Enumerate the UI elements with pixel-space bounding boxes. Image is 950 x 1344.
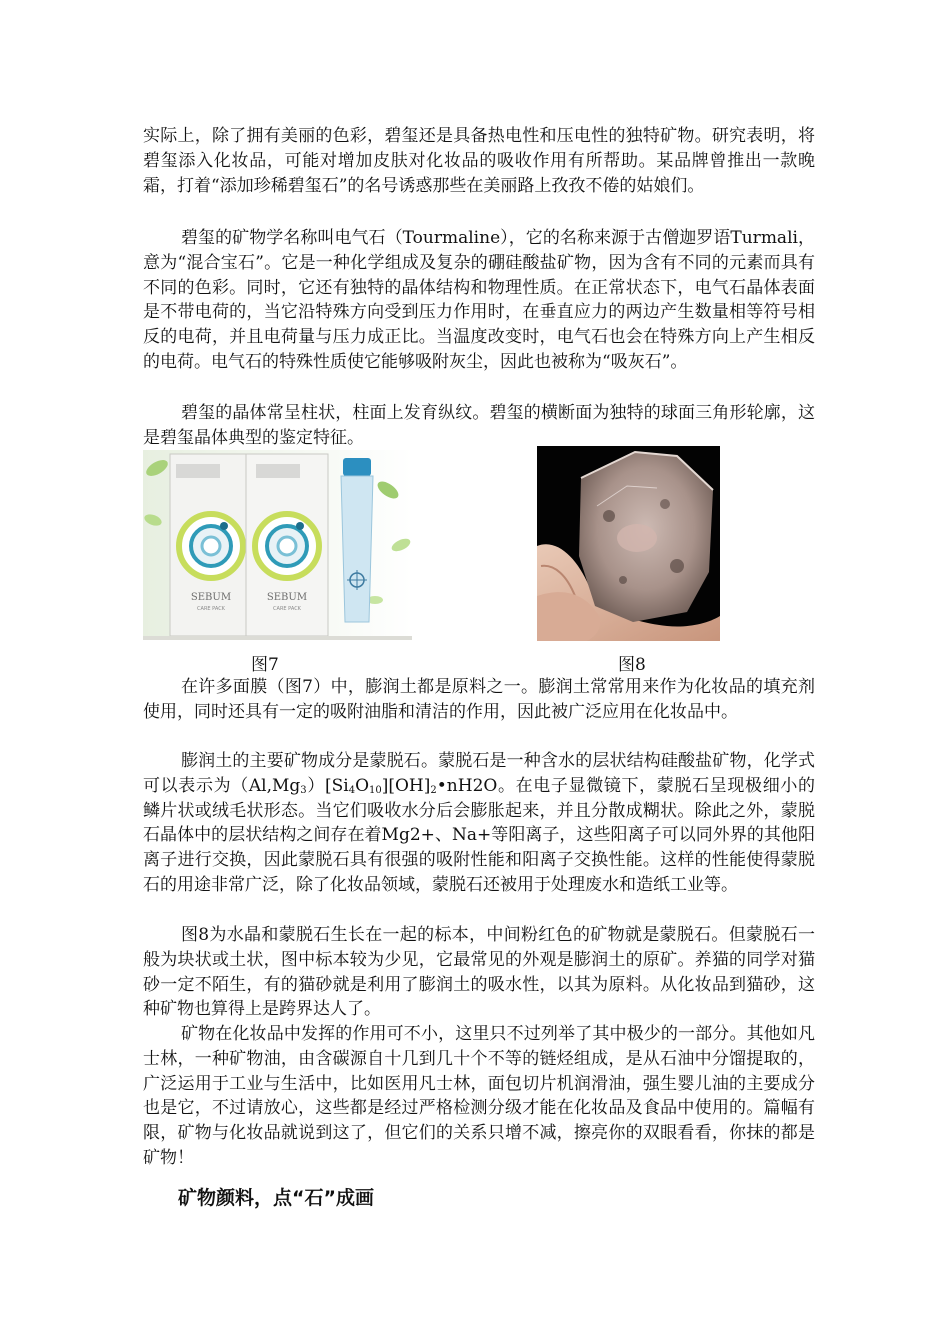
paragraph-tourmaline-properties: 碧玺的矿物学名称叫电气石（Tourmaline），它的名称来源于古僧迦罗语Turmali，意为“混合宝石”。它是一种化学组成及复杂的硼硅酸盐矿物，因为含有不同的元素而具有不同的色彩。同时，它还有独特的晶体结构和物理性质。在正常状态下，电气石晶体表面是不带电荷的，当它沿特殊方向受到压力作用时，在垂直应力的两边产生数量相等符号相反的电荷，并且电荷量与压力成正比。当温度改变时，电气石也会在特殊方向上产生相反的电荷。电气石的特殊性质使它能够吸附灰尘，因此也被称为“吸灰石”。: [143, 228, 815, 372]
face-mask-product-illustration: [143, 450, 412, 640]
paragraph-montmorillonite-text-1: 膨润土的主要矿物成分是蒙脱石。蒙脱石是一种含水的层状结构硅酸盐矿物，化学式可以表示为（Al,Mg: [143, 751, 815, 796]
pack-1-label-line-2: CARE PACK: [197, 606, 225, 612]
pack-2-label-line-2: CARE PACK: [273, 606, 301, 612]
figure-8-caption: 图8: [618, 655, 646, 675]
formula-subscript: 4: [348, 784, 356, 796]
paragraph-montmorillonite-text-2: ）[Si: [306, 775, 349, 796]
paragraph-montmorillonite-text-3: O: [355, 775, 369, 796]
paragraph-vaseline-conclusion: 矿物在化妆品中发挥的作用可不小，这里只不过列举了其中极少的一部分。其他如凡士林，一种矿物油，由含碳源自十几到几十个不等的链烃组成，是从石油中分馏提取的，广泛运用于工业与生活中，比如医用凡士林，面包切片机润滑油，强生婴儿油的主要成分也是它，不过请放心，这些都是经过严格检测分级才能在化妆品及食品中使用的。篇幅有限，矿物与化妆品就说到这了，但它们的关系只增不减，擦亮你的双眼看看，你抹的都是矿物！: [143, 1024, 815, 1168]
formula-subscript: 3: [300, 784, 307, 796]
figure-7-image: [143, 450, 412, 640]
figure-7-caption: 图7: [251, 655, 279, 675]
paragraph-montmorillonite-text-4: ][OH]: [381, 775, 431, 796]
paragraph-montmorillonite-text-5: •nH2O。在电子显微镜下，蒙脱石呈现极细小的鳞片状或绒毛状形态。当它们吸收水分后会膨胀起来，并且分散成糊状。除此之外，蒙脱石晶体中的层状结构之间存在着Mg2+、Na+等阳离子，这些阳离子可以同外界的其他阳离子进行交换，因此蒙脱石具有很强的吸附性能和阳离子交换性能。这样的性能使得蒙脱石的用途非常广泛，除了化妆品领域，蒙脱石还被用于处理废水和造纸工业等。: [143, 775, 815, 895]
pack-1-label-line-1: SEBUM: [190, 592, 232, 603]
paragraph-bentonite-masks: 在许多面膜（图7）中，膨润土都是原料之一。膨润土常常用来作为化妆品的填充剂使用，同时还具有一定的吸附油脂和清洁的作用，因此被广泛应用在化妆品中。: [143, 677, 815, 722]
paragraph-tourmaline-crystal: 碧玺的晶体常呈柱状，柱面上发育纵纹。碧玺的横断面为独特的球面三角形轮廓，这是碧玺晶体典型的鉴定特征。: [143, 403, 815, 448]
pack-2-label-line-1: SEBUM: [266, 592, 308, 603]
paragraph-tourmaline-cosmetics: 实际上，除了拥有美丽的色彩，碧玺还是具备热电性和压电性的独特矿物。研究表明，将碧玺添入化妆品，可能对增加皮肤对化妆品的吸收作用有所帮助。某品牌曾推出一款晚霜，打着“添加珍稀碧玺石”的名号诱惑那些在美丽路上孜孜不倦的姑娘们。: [143, 126, 815, 196]
figure-8-image: [537, 446, 720, 641]
section-heading: 矿物颜料，点“石”成画: [178, 1187, 374, 1209]
paragraph-specimen-catlitter: 图8为水晶和蒙脱石生长在一起的标本，中间粉红色的矿物就是蒙脱石。但蒙脱石一般为块状或土状，图中标本较为少见，它最常见的外观是膨润土的原矿。养猫的同学对猫砂一定不陌生，有的猫砂就是利用了膨润土的吸水性，以其为原料。从化妆品到猫砂，这种矿物也算得上是跨界达人了。: [143, 925, 815, 1020]
formula-subscript: 10: [369, 784, 382, 796]
paragraph-montmorillonite: [143, 749, 815, 898]
quartz-montmorillonite-specimen-photo: [537, 446, 720, 641]
formula-subscript: 2: [430, 784, 437, 796]
